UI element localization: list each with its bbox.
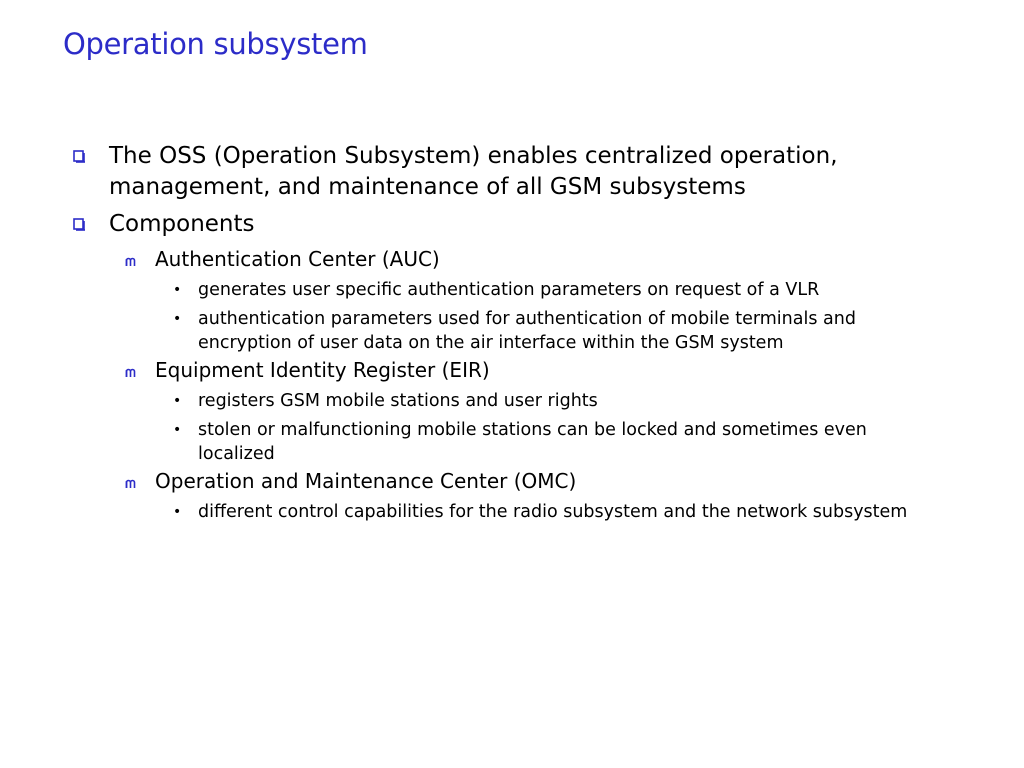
bullet-level3-omc-1 bbox=[173, 500, 918, 524]
bullet-text: Operation and Maintenance Center (OMC) bbox=[155, 469, 577, 493]
open-circle-icon bbox=[125, 479, 140, 489]
slide-title: Operation subsystem bbox=[63, 27, 368, 61]
bullet-dot: • bbox=[173, 504, 182, 520]
open-circle-icon bbox=[125, 368, 140, 378]
open-square-icon bbox=[73, 218, 86, 231]
bullet-level3-eir-1 bbox=[173, 389, 918, 413]
bullet-level2-eir bbox=[155, 357, 915, 384]
bullet-text: The OSS (Operation Subsystem) enables centralized operation, management, and maintenance of all GSM subsystems bbox=[109, 143, 838, 200]
bullet-text: generates user specific authentication parameters on request of a VLR bbox=[198, 280, 820, 300]
bullet-text: Authentication Center (AUC) bbox=[155, 247, 440, 271]
bullet-level3-auc-2 bbox=[173, 307, 918, 355]
open-circle-icon bbox=[125, 257, 140, 267]
bullet-dot: • bbox=[173, 282, 182, 298]
bullet-dot: • bbox=[173, 422, 182, 438]
bullet-text: registers GSM mobile stations and user rights bbox=[198, 391, 598, 411]
bullet-text: different control capabilities for the radio subsystem and the network subsystem bbox=[198, 502, 908, 522]
bullet-list bbox=[0, 141, 1024, 525]
bullet-text: Equipment Identity Register (EIR) bbox=[155, 358, 490, 382]
bullet-level2-auc bbox=[155, 246, 915, 273]
bullet-text: authentication parameters used for authentication of mobile terminals and encryption of user data on the air interface within the GSM system bbox=[198, 309, 856, 353]
bullet-level3-auc-1 bbox=[173, 278, 918, 302]
bullet-level3-eir-2 bbox=[173, 418, 918, 466]
bullet-dot: • bbox=[173, 311, 182, 327]
bullet-text: Components bbox=[109, 211, 255, 237]
bullet-dot: • bbox=[173, 393, 182, 409]
bullet-text: stolen or malfunctioning mobile stations can be locked and sometimes even localized bbox=[198, 420, 867, 464]
bullet-level1-components bbox=[109, 209, 839, 240]
bullet-level2-omc bbox=[155, 468, 915, 495]
open-square-icon bbox=[73, 150, 86, 163]
bullet-level1-oss bbox=[109, 141, 839, 203]
